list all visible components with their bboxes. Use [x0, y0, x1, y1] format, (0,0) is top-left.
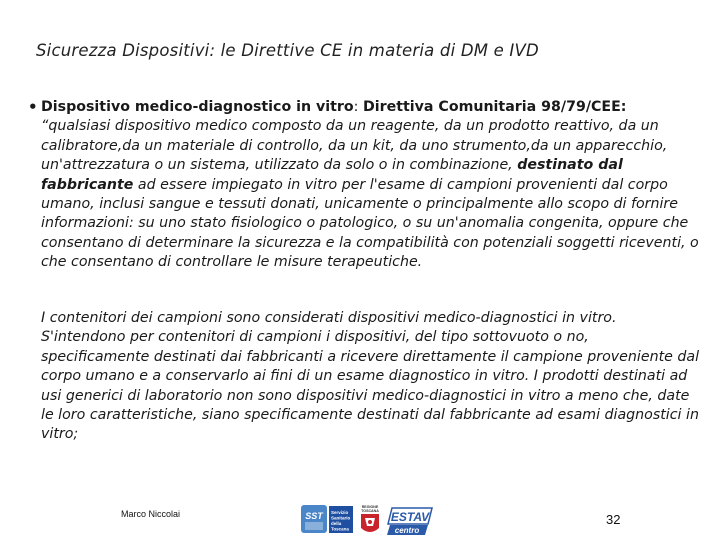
term-colon: :	[353, 99, 363, 115]
slide-title: Sicurezza Dispositivi: le Direttive CE in materia di DM e IVD	[36, 41, 539, 60]
svg-text:REGIONE: REGIONE	[361, 505, 379, 509]
estav-logo	[387, 508, 432, 535]
bullet-text	[41, 98, 700, 273]
footer-logos	[300, 502, 450, 538]
definition-text-b: ad essere impiegato in vitro per l'esame di campioni provenienti dal corpo umano, inclusi sangue e tessuti donati, unicamente o principalmente allo scopo di fornire informazioni: su uno stato fisiologico o patologico, o su un'anomalia congenita, oppure che consentano di determinare la sicurezza e la compatibilità con potenziali soggetti riceventi, o che consentano di controllare le misure terapeutiche.	[41, 176, 699, 271]
directive-bold: Direttiva Comunitaria 98/79/CEE:	[362, 99, 627, 115]
svg-text:Sanitario: Sanitario	[331, 515, 351, 521]
footer-author: Marco Niccolai	[121, 509, 181, 519]
definition-text-a: “qualsiasi dispositivo medico composto da un reagente, da un prodotto reattivo, da un calibratore,da un materiale di controllo, da un kit, da uno strumento,da un apparecchio, un'attrezzatura o un sistema, utilizzato da solo o in combinazione,	[41, 118, 668, 174]
svg-text:TOSCANA: TOSCANA	[361, 509, 379, 513]
paragraph-containers: I contenitori dei campioni sono considerati dispositivi medico-diagnostici in vitro. S'intendono per contenitori di campioni i dispositivi, del tipo sottovuoto o no, specificamente destinati dai fabbricanti a ricevere direttamente il campione proveniente dal corpo umano e a conservarlo ai fini di un esame diagnostico in vitro. I prodotti destinati ad usi generici di laboratorio non sono dispositivi medico-diagnostici in vitro a meno che, date le loro caratteristiche, siano specificamente destinati dal fabbricante ad esami diagnostici in vitro;	[41, 310, 700, 443]
svg-text:della: della	[331, 521, 342, 526]
bullet-item	[28, 98, 700, 273]
svg-text:ESTAV: ESTAV	[390, 510, 430, 524]
sst-logo	[301, 505, 353, 533]
svg-text:Servizio: Servizio	[331, 510, 349, 515]
term-bold: Dispositivo medico-diagnostico in vitro	[41, 99, 354, 115]
page-number: 32	[606, 512, 621, 527]
regione-toscana-logo	[361, 505, 379, 532]
svg-text:Toscana: Toscana	[331, 526, 349, 532]
bullet-marker: •	[28, 98, 38, 116]
logos-svg	[300, 502, 450, 538]
definition-emphasis: destinato dal fabbricante	[41, 157, 623, 193]
svg-text:SST: SST	[305, 511, 323, 521]
svg-text:centro: centro	[394, 526, 420, 535]
